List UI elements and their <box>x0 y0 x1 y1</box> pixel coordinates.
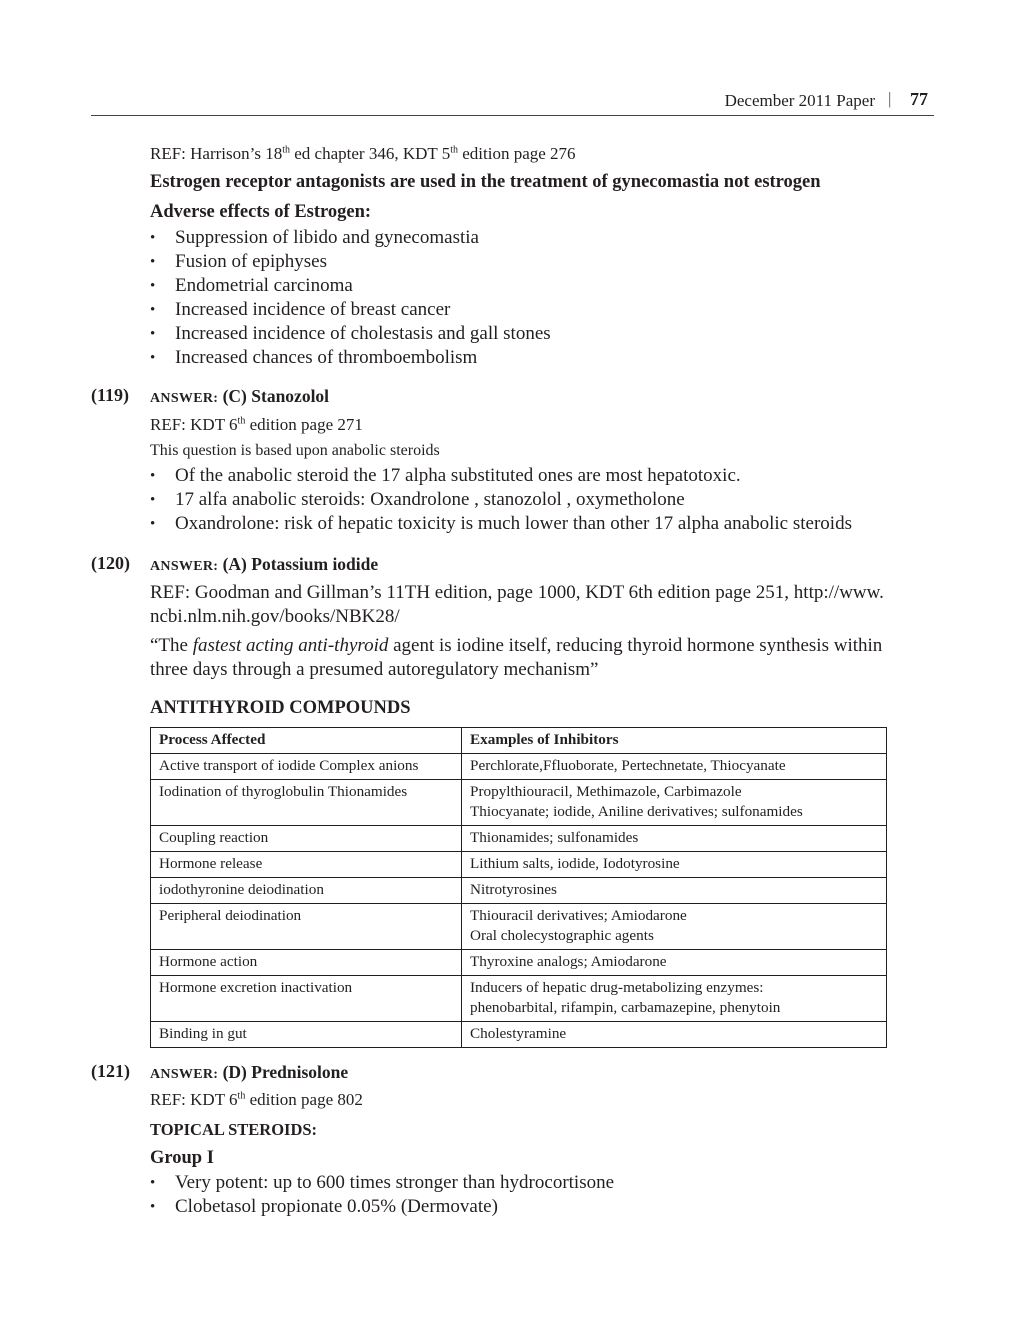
ref-part: edition page 802 <box>245 1090 363 1109</box>
list-item: • Increased incidence of breast cancer <box>150 298 551 322</box>
table-cell: Iodination of thyroglobulin Thionamides <box>151 780 462 826</box>
table-row <box>151 904 887 950</box>
table-cell <box>462 1022 887 1048</box>
question-number: (121) <box>91 1061 130 1081</box>
adverse-effects-list <box>150 226 551 370</box>
antithyroid-table <box>150 727 887 1048</box>
table-cell <box>462 852 887 878</box>
estrogen-note: Estrogen receptor antagonists are used in the treatment of gynecomastia not estrogen <box>150 172 821 192</box>
table-cell <box>462 826 887 852</box>
answer-text: (A) Potassium iodide <box>222 554 379 574</box>
list-item: • Suppression of libido and gynecomastia <box>150 226 551 250</box>
table-cell <box>462 976 887 1022</box>
table-row <box>151 780 887 826</box>
cell-line: Propylthiouracil, Methimazole, Carbimazole <box>470 783 742 800</box>
list-item: • Increased incidence of cholestasis and gall stones <box>150 322 551 346</box>
answer-tag: ANSWER: <box>150 559 219 574</box>
table-cell: Binding in gut <box>151 1022 462 1048</box>
quote-part: agent is iodine itself, reducing thyroid hormone synthesis within <box>388 635 883 656</box>
q121-ref <box>150 1090 363 1110</box>
cell-line: Thiocyanate; iodide, Aniline derivatives; sulfonamides <box>470 803 803 820</box>
q120-quote-line2: three days through a presumed autoregulatory mechanism” <box>150 659 599 680</box>
ref-part: edition page 271 <box>245 415 363 434</box>
top-ref-sup: th <box>282 144 291 156</box>
cell-line: Perchlorate,Ffluoborate, Pertechnetate, Thiocyanate <box>470 757 786 774</box>
answer-tag: ANSWER: <box>150 1067 219 1082</box>
topical-steroids-heading: TOPICAL STEROIDS: <box>150 1120 318 1139</box>
list-item: • Very potent: up to 600 times stronger than hydrocortisone <box>150 1171 614 1195</box>
table-row <box>151 878 887 904</box>
table-cell <box>462 754 887 780</box>
table-cell: Hormone excretion inactivation <box>151 976 462 1022</box>
list-item: • Endometrial carcinoma <box>150 274 551 298</box>
ref-sup: th <box>237 415 246 427</box>
top-ref-part: edition page 276 <box>458 144 576 163</box>
answer-tag: ANSWER: <box>150 391 219 406</box>
ref-part: REF: KDT 6 <box>150 1090 238 1109</box>
table-cell <box>462 780 887 826</box>
table-cell: Coupling reaction <box>151 826 462 852</box>
running-title: December 2011 Paper <box>724 91 875 110</box>
table-cell <box>462 878 887 904</box>
cell-line: Thionamides; sulfonamides <box>470 829 639 846</box>
answer-line <box>150 554 378 575</box>
quote-emphasis: fastest acting anti-thyroid <box>192 635 389 656</box>
cell-line: phenobarbital, rifampin, carbamazepine, phenytoin <box>470 999 781 1016</box>
quote-part: “The <box>150 635 193 656</box>
ref-sup: th <box>237 1090 246 1102</box>
list-item: • 17 alfa anabolic steroids: Oxandrolone , stanozolol , oxymetholone <box>150 488 852 512</box>
table-row <box>151 754 887 780</box>
q119-intro: This question is based upon anabolic steroids <box>150 442 440 459</box>
list-item: • Of the anabolic steroid the 17 alpha substituted ones are most hepatotoxic. <box>150 464 852 488</box>
answer-text: (D) Prednisolone <box>222 1062 349 1082</box>
question-number: (119) <box>91 385 129 405</box>
cell-line: Thiouracil derivatives; Amiodarone <box>470 907 687 924</box>
cell-line: Oral cholecystographic agents <box>470 927 654 944</box>
group-list <box>150 1171 614 1219</box>
adverse-effects-heading: Adverse effects of Estrogen: <box>150 202 372 222</box>
header-separator: | <box>888 89 892 108</box>
group-heading: Group I <box>150 1148 214 1168</box>
table-cell: Hormone action <box>151 950 462 976</box>
list-item: • Oxandrolone: risk of hepatic toxicity is much lower than other 17 alpha anabolic steroids <box>150 512 852 536</box>
table-cell: Active transport of iodide Complex anions <box>151 754 462 780</box>
table-header-cell: Examples of Inhibitors <box>462 728 887 754</box>
top-ref-part: REF: Harrison’s 18 <box>150 144 283 163</box>
cell-line: Cholestyramine <box>470 1025 567 1042</box>
table-cell: Hormone release <box>151 852 462 878</box>
table-row <box>151 976 887 1022</box>
cell-line: Lithium salts, iodide, Iodotyrosine <box>470 855 680 872</box>
ref-part: REF: KDT 6 <box>150 415 238 434</box>
cell-line: Inducers of hepatic drug-metabolizing enzymes: <box>470 979 764 996</box>
list-item: • Clobetasol propionate 0.05% (Dermovate) <box>150 1195 614 1219</box>
table-title: ANTITHYROID COMPOUNDS <box>150 698 411 718</box>
q120-ref-line2: ncbi.nlm.nih.gov/books/NBK28/ <box>150 606 400 627</box>
q119-list <box>150 464 852 536</box>
answer-line <box>150 1062 348 1083</box>
q120-quote-line1 <box>150 635 882 657</box>
answer-text: (C) Stanozolol <box>222 386 330 406</box>
top-ref-part: ed chapter 346, KDT 5 <box>290 144 451 163</box>
q120-ref-line1: REF: Goodman and Gillman’s 11TH edition, page 1000, KDT 6th edition page 251, http://www. <box>150 582 884 603</box>
table-row <box>151 950 887 976</box>
answer-line <box>150 386 329 407</box>
table-header-cell: Process Affected <box>151 728 462 754</box>
list-item: • Fusion of epiphyses <box>150 250 551 274</box>
top-ref <box>150 144 576 164</box>
header-rule <box>91 115 934 116</box>
table-header-row <box>151 728 887 754</box>
table-cell <box>462 950 887 976</box>
question-number: (120) <box>91 553 130 573</box>
cell-line: Thyroxine analogs; Amiodarone <box>470 953 667 970</box>
list-item: • Increased chances of thromboembolism <box>150 346 551 370</box>
top-ref-sup: th <box>450 144 458 156</box>
table-cell: Peripheral deiodination <box>151 904 462 950</box>
cell-line: Nitrotyrosines <box>470 881 557 898</box>
table-row <box>151 852 887 878</box>
table-row <box>151 1022 887 1048</box>
table-cell <box>462 904 887 950</box>
table-cell: iodothyronine deiodination <box>151 878 462 904</box>
table-row <box>151 826 887 852</box>
q119-ref <box>150 415 363 435</box>
page-number: 77 <box>910 89 928 109</box>
